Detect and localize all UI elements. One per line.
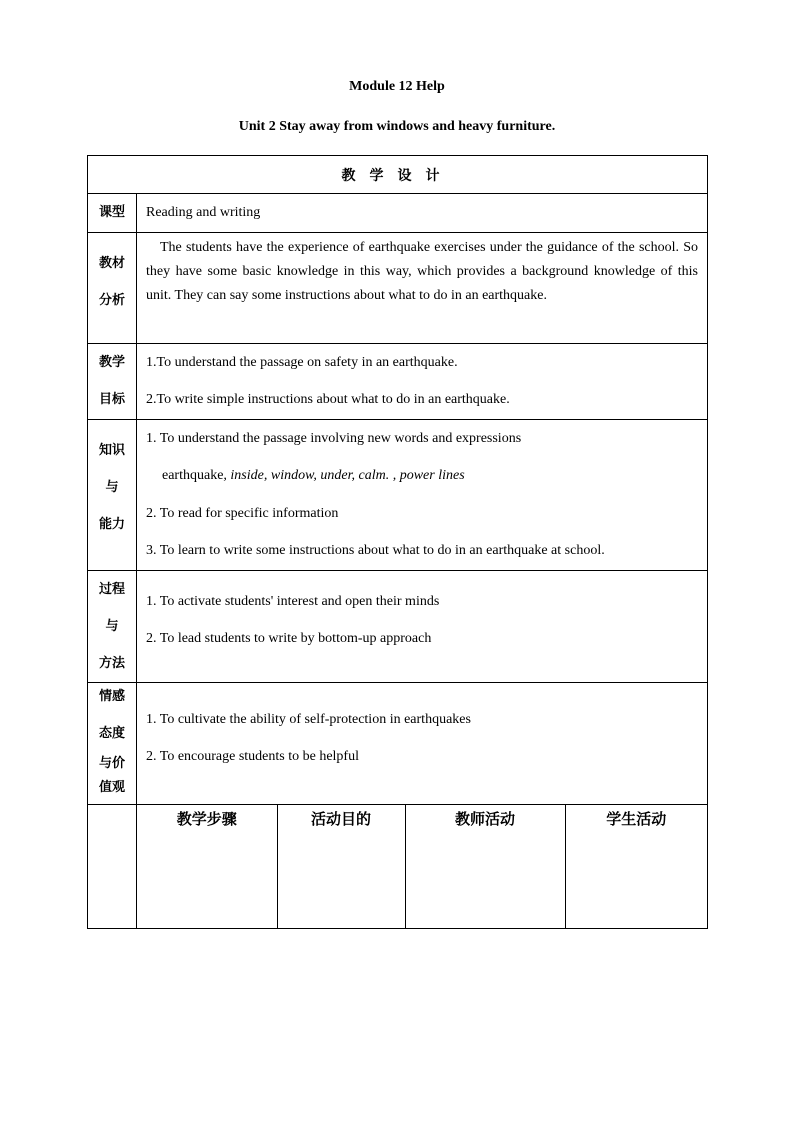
row-teaching-goals [88, 343, 708, 419]
knowledge-item: 2. To read for specific information [146, 505, 339, 521]
goal-item: 2.To write simple instructions about what to do in an earthquake. [146, 392, 510, 407]
table-header-row [88, 156, 708, 194]
row-knowledge-skills [88, 419, 708, 570]
attitude-item: 1. To cultivate the ability of self-protection in earthquakes [146, 711, 471, 727]
process-methods-label: 过程 与 方法 [88, 570, 137, 682]
vocabulary-line: earthquake, inside, window, under, calm. , power lines [162, 468, 465, 483]
unit-title: Unit 2 Stay away from windows and heavy furniture. [238, 119, 556, 134]
knowledge-skills-label: 知识 与 能力 [88, 419, 137, 570]
process-item: 1. To activate students' interest and open their minds [146, 593, 440, 609]
steps-cell [137, 804, 708, 928]
attitudes-values-label: 情感 态度 与价 值观 [88, 682, 137, 804]
knowledge-item: 3. To learn to write some instructions about what to do in an earthquake at school. [146, 543, 605, 558]
material-analysis-text: The students have the experience of earthquake exercises under the guidance of the school. So they have some basic knowledge in this way, which provides a background knowledge of this unit. They can say some instructions about what to do in an earthquake. [146, 239, 698, 303]
table-header: 教学设计 [88, 156, 708, 194]
course-type-text: Reading and writing [146, 205, 261, 220]
teaching-design-table [87, 155, 708, 929]
attitudes-values-cell [137, 682, 708, 804]
steps-empty-cell [88, 804, 137, 928]
column-header-student-activities: 学生活动 [565, 805, 707, 928]
steps-table [137, 805, 707, 928]
module-title: Module 12 Help [349, 79, 445, 94]
row-course-type [88, 194, 708, 233]
row-teaching-steps [88, 804, 708, 928]
row-attitudes-values [88, 682, 708, 804]
process-item: 2. To lead students to write by bottom-up approach [146, 631, 432, 646]
goal-item: 1.To understand the passage on safety in an earthquake. [146, 354, 458, 370]
material-analysis-cell [137, 232, 708, 343]
column-header-teacher-activities: 教师活动 [405, 805, 565, 928]
course-type-cell [137, 194, 708, 233]
column-header-activity-purpose: 活动目的 [277, 805, 405, 928]
knowledge-skills-cell [137, 419, 708, 570]
process-methods-cell [137, 570, 708, 682]
attitude-item: 2. To encourage students to be helpful [146, 749, 359, 764]
column-header-teaching-steps: 教学步骤 [176, 809, 237, 828]
teaching-goals-cell [137, 343, 708, 419]
course-type-label: 课型 [88, 194, 137, 233]
row-process-methods [88, 570, 708, 682]
teaching-goals-label: 教学 目标 [88, 343, 137, 419]
row-material-analysis [88, 232, 708, 343]
material-analysis-label: 教材 分析 [88, 232, 137, 343]
knowledge-item: 1. To understand the passage involving new words and expressions [146, 430, 522, 446]
